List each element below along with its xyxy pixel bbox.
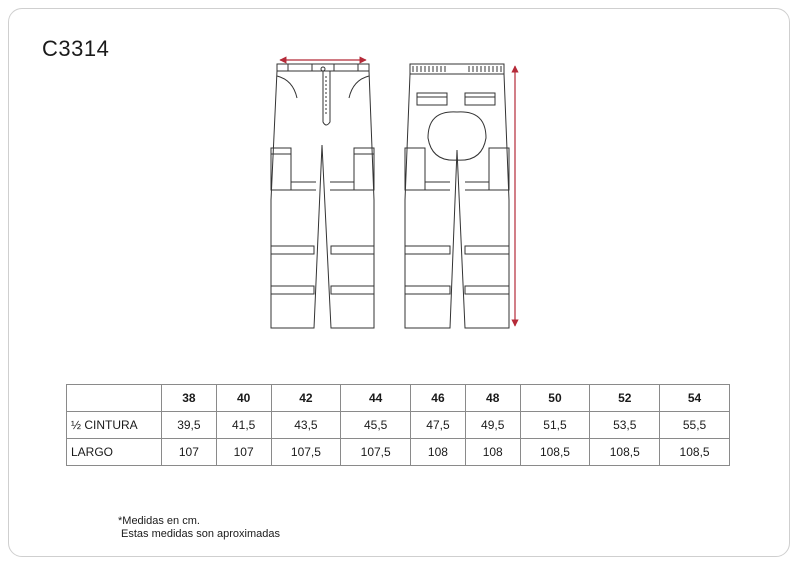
table-cell: 107: [162, 439, 217, 466]
footnote-units: *Medidas en cm.: [118, 515, 200, 527]
size-header: 46: [411, 385, 466, 412]
size-header: 52: [590, 385, 660, 412]
table-cell: 51,5: [520, 412, 590, 439]
table-cell: 47,5: [411, 412, 466, 439]
table-cell: 107,5: [341, 439, 411, 466]
size-chart-table: [66, 384, 730, 466]
table-cell: 107,5: [271, 439, 341, 466]
footnote-approximate: Estas medidas son aproximadas: [121, 528, 280, 540]
size-header: 38: [162, 385, 217, 412]
table-cell: 49,5: [465, 412, 520, 439]
table-cell: 53,5: [590, 412, 660, 439]
table-corner-cell: [67, 385, 162, 412]
table-cell: 108: [465, 439, 520, 466]
table-cell: 107: [216, 439, 271, 466]
size-header-row: [67, 385, 730, 412]
footnotes: [118, 515, 280, 541]
size-header: 44: [341, 385, 411, 412]
table-cell: 108,5: [590, 439, 660, 466]
table-cell: 108,5: [660, 439, 730, 466]
table-cell: 41,5: [216, 412, 271, 439]
back-view: [405, 64, 509, 328]
size-header: 54: [660, 385, 730, 412]
table-cell: 45,5: [341, 412, 411, 439]
product-code: C3314: [42, 36, 110, 61]
table-cell: 43,5: [271, 412, 341, 439]
table-cell: 108,5: [520, 439, 590, 466]
table-cell: 108: [411, 439, 466, 466]
table-row-half-waist: [67, 412, 730, 439]
size-header: 50: [520, 385, 590, 412]
table-cell: 55,5: [660, 412, 730, 439]
size-header: 48: [465, 385, 520, 412]
table-cell: 39,5: [162, 412, 217, 439]
front-view: [271, 64, 374, 328]
row-label: ½ CINTURA: [67, 412, 162, 439]
row-label: LARGO: [67, 439, 162, 466]
size-header: 40: [216, 385, 271, 412]
table-row-length: [67, 439, 730, 466]
size-header: 42: [271, 385, 341, 412]
trousers-technical-drawing: [260, 50, 530, 340]
